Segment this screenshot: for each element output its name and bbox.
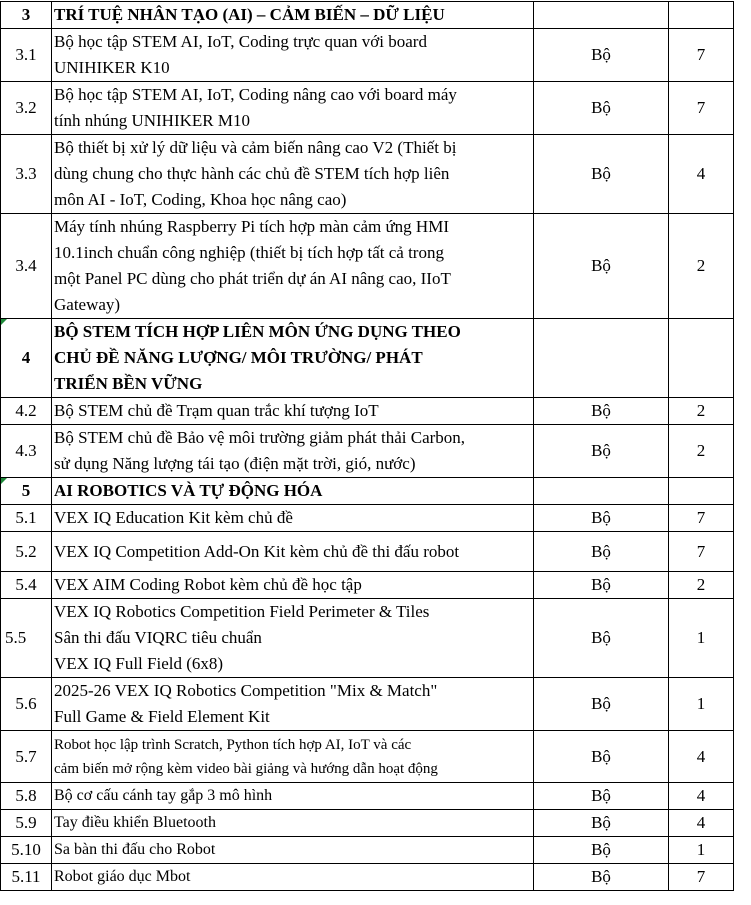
item-unit: Bộ xyxy=(534,783,669,810)
item-number: 3.1 xyxy=(1,29,52,82)
item-number: 5.9 xyxy=(1,810,52,837)
item-unit: Bộ xyxy=(534,599,669,678)
item-name-line: VEX IQ Competition Add-On Kit kèm chủ đề thi đấu robot xyxy=(54,541,460,561)
item-name xyxy=(52,214,534,319)
section-qty-cell xyxy=(669,2,734,29)
section-title-line: BỘ STEM TÍCH HỢP LIÊN MÔN ỨNG DỤNG THEO xyxy=(54,322,461,341)
item-name-line: VEX AIM Coding Robot kèm chủ đề học tập xyxy=(54,575,362,594)
item-quantity: 4 xyxy=(669,783,734,810)
section-row xyxy=(1,2,734,29)
item-unit: Bộ xyxy=(534,532,669,572)
item-unit: Bộ xyxy=(534,82,669,135)
item-number: 4.3 xyxy=(1,425,52,478)
item-name xyxy=(52,82,534,135)
item-name-line: VEX IQ Education Kit kèm chủ đề xyxy=(54,508,293,527)
item-name-line: VEX IQ Full Field (6x8) xyxy=(54,654,224,673)
section-row xyxy=(1,478,734,505)
item-name-line: một Panel PC dùng cho phát triển dự án AI nâng cao, IIoT xyxy=(54,269,451,288)
section-qty-cell xyxy=(669,478,734,505)
item-name xyxy=(52,864,534,891)
item-quantity: 1 xyxy=(669,678,734,731)
table-row xyxy=(1,505,734,532)
table-row xyxy=(1,214,734,319)
item-unit: Bộ xyxy=(534,837,669,864)
section-number: 5 xyxy=(1,478,52,505)
item-name xyxy=(52,425,534,478)
item-quantity: 4 xyxy=(669,810,734,837)
item-quantity: 7 xyxy=(669,82,734,135)
item-number: 3.4 xyxy=(1,214,52,319)
item-quantity: 2 xyxy=(669,214,734,319)
item-name xyxy=(52,837,534,864)
section-title xyxy=(52,319,534,398)
item-name-line: Máy tính nhúng Raspberry Pi tích hợp màn cảm ứng HMI xyxy=(54,217,449,236)
table-row xyxy=(1,864,734,891)
item-name xyxy=(52,29,534,82)
table-row xyxy=(1,572,734,599)
item-name-line: 2025-26 VEX IQ Robotics Competition "Mix & Match" xyxy=(54,681,438,700)
item-unit: Bộ xyxy=(534,678,669,731)
item-name xyxy=(52,572,534,599)
table-row xyxy=(1,398,734,425)
section-unit-cell xyxy=(534,319,669,398)
table-row xyxy=(1,425,734,478)
table-row xyxy=(1,810,734,837)
item-quantity: 1 xyxy=(669,837,734,864)
item-number: 3.2 xyxy=(1,82,52,135)
item-name-line: Full Game & Field Element Kit xyxy=(54,707,270,726)
item-number: 5.11 xyxy=(1,864,52,891)
section-title: TRÍ TUỆ NHÂN TẠO (AI) – CẢM BIẾN – DỮ LIỆU xyxy=(52,2,534,29)
item-name-line: sử dụng Năng lượng tái tạo (điện mặt trời, gió, nước) xyxy=(54,454,416,473)
section-title-line: CHỦ ĐỀ NĂNG LƯỢNG/ MÔI TRƯỜNG/ PHÁT xyxy=(54,348,423,367)
table-row xyxy=(1,837,734,864)
section-title-line: TRIỂN BỀN VỮNG xyxy=(54,374,203,393)
item-unit: Bộ xyxy=(534,135,669,214)
section-unit-cell xyxy=(534,2,669,29)
item-name-line: Bộ thiết bị xử lý dữ liệu và cảm biến nâng cao V2 (Thiết bị xyxy=(54,138,457,157)
item-number: 4.2 xyxy=(1,398,52,425)
table-row xyxy=(1,599,734,678)
item-unit: Bộ xyxy=(534,425,669,478)
item-name-line: Gateway) xyxy=(54,295,121,314)
item-name xyxy=(52,810,534,837)
item-name xyxy=(52,532,534,572)
item-unit: Bộ xyxy=(534,731,669,783)
item-quantity: 4 xyxy=(669,731,734,783)
item-name-line: Robot giáo dục Mbot xyxy=(54,868,191,885)
item-number: 3.3 xyxy=(1,135,52,214)
item-name-line: Sân thi đấu VIQRC tiêu chuẩn xyxy=(54,628,262,647)
table-row xyxy=(1,783,734,810)
table-row xyxy=(1,135,734,214)
item-name xyxy=(52,678,534,731)
section-unit-cell xyxy=(534,478,669,505)
item-quantity: 7 xyxy=(669,505,734,532)
table-row xyxy=(1,731,734,783)
item-name-line: Bộ học tập STEM AI, IoT, Coding trực quan với board xyxy=(54,32,427,51)
item-number: 5.5 xyxy=(1,599,52,678)
item-number: 5.1 xyxy=(1,505,52,532)
table-row xyxy=(1,29,734,82)
item-name xyxy=(52,398,534,425)
item-name-line: Bộ STEM chủ đề Bảo vệ môi trường giảm phát thải Carbon, xyxy=(54,428,466,447)
item-name xyxy=(52,783,534,810)
item-number: 5.8 xyxy=(1,783,52,810)
item-unit: Bộ xyxy=(534,214,669,319)
item-unit: Bộ xyxy=(534,864,669,891)
item-name-line: Sa bàn thi đấu cho Robot xyxy=(54,841,216,858)
item-name-line: dùng chung cho thực hành các chủ đề STEM tích hợp liên xyxy=(54,164,450,183)
section-row xyxy=(1,319,734,398)
equipment-table xyxy=(0,1,734,891)
table-row xyxy=(1,82,734,135)
item-name-line: Bộ STEM chủ đề Trạm quan trắc khí tượng IoT xyxy=(54,401,379,420)
item-quantity: 7 xyxy=(669,29,734,82)
item-unit: Bộ xyxy=(534,810,669,837)
section-number: 4 xyxy=(1,319,52,398)
item-name xyxy=(52,505,534,532)
item-name-line: tính nhúng UNIHIKER M10 xyxy=(54,111,250,130)
item-quantity: 7 xyxy=(669,532,734,572)
item-quantity: 2 xyxy=(669,425,734,478)
item-name-line: môn AI - IoT, Coding, Khoa học nâng cao) xyxy=(54,190,347,209)
section-qty-cell xyxy=(669,319,734,398)
table-row xyxy=(1,678,734,731)
item-name xyxy=(52,135,534,214)
item-quantity: 2 xyxy=(669,572,734,599)
item-quantity: 4 xyxy=(669,135,734,214)
item-quantity: 1 xyxy=(669,599,734,678)
item-name xyxy=(52,599,534,678)
item-number: 5.6 xyxy=(1,678,52,731)
item-name xyxy=(52,731,534,783)
item-name-line: Robot học lập trình Scratch, Python tích hợp AI, IoT và các xyxy=(54,736,412,753)
item-unit: Bộ xyxy=(534,398,669,425)
section-number: 3 xyxy=(1,2,52,29)
item-number: 5.2 xyxy=(1,532,52,572)
item-number: 5.4 xyxy=(1,572,52,599)
item-name-line: 10.1inch chuẩn công nghiệp (thiết bị tích hợp tất cả trong xyxy=(54,243,444,262)
item-number: 5.10 xyxy=(1,837,52,864)
item-name-line: VEX IQ Robotics Competition Field Perimeter & Tiles xyxy=(54,602,430,621)
item-quantity: 7 xyxy=(669,864,734,891)
item-unit: Bộ xyxy=(534,572,669,599)
item-name-line: Bộ cơ cấu cánh tay gắp 3 mô hình xyxy=(54,787,273,804)
item-unit: Bộ xyxy=(534,29,669,82)
item-unit: Bộ xyxy=(534,505,669,532)
item-name-line: cảm biến mở rộng kèm video bài giảng và hướng dẫn hoạt động xyxy=(54,760,438,777)
item-number: 5.7 xyxy=(1,731,52,783)
item-name-line: UNIHIKER K10 xyxy=(54,58,170,77)
item-name-line: Tay điều khiển Bluetooth xyxy=(54,814,216,831)
section-title: AI ROBOTICS VÀ TỰ ĐỘNG HÓA xyxy=(52,478,534,505)
equipment-table-body xyxy=(1,2,734,891)
item-name-line: Bộ học tập STEM AI, IoT, Coding nâng cao với board máy xyxy=(54,85,457,104)
item-quantity: 2 xyxy=(669,398,734,425)
table-row xyxy=(1,532,734,572)
